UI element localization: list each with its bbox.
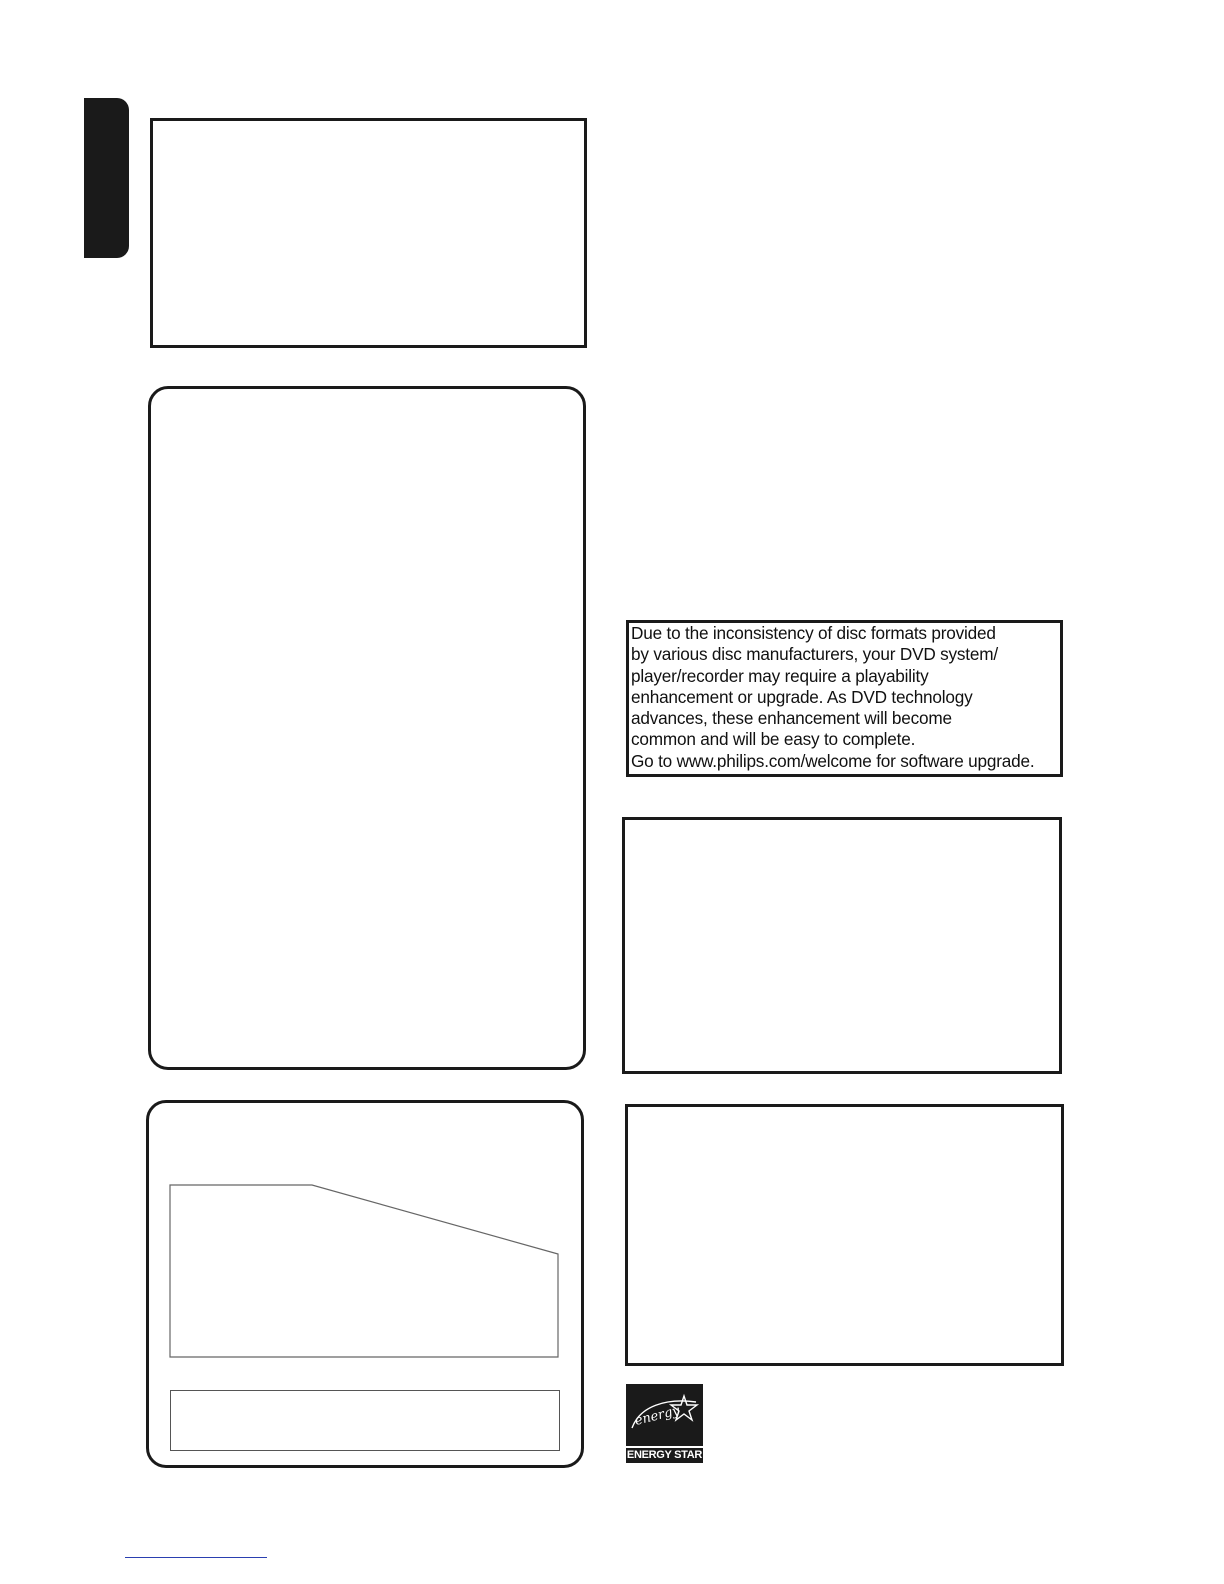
energy-star-logo [626, 1384, 703, 1463]
star-icon [626, 1384, 703, 1446]
label-shape [170, 1185, 558, 1357]
notice-line: advances, these enhancement will become [631, 708, 952, 729]
top-left-empty-box [150, 118, 587, 348]
notice-line: enhancement or upgrade. As DVD technology [631, 686, 973, 707]
footer-rule [125, 1557, 267, 1558]
notice-line: Due to the inconsistency of disc formats provided [631, 623, 996, 643]
energy-star-caption: ENERGY STAR [626, 1446, 703, 1463]
notice-line: by various disc manufacturers, your DVD system/ [631, 644, 998, 665]
software-upgrade-notice [626, 620, 1063, 777]
right-lower-empty-box [625, 1104, 1064, 1366]
notice-line: Go to www.philips.com/welcome for software upgrade. [631, 750, 1035, 771]
notice-line: common and will be easy to complete. [631, 729, 916, 750]
right-middle-empty-box [622, 817, 1062, 1074]
energy-script-text: energy [633, 1403, 682, 1429]
product-label-panel [146, 1100, 584, 1468]
language-tab [84, 98, 129, 258]
label-caption-box [170, 1390, 560, 1451]
safety-info-panel [148, 386, 586, 1070]
notice-line: player/recorder may require a playability [631, 665, 929, 686]
